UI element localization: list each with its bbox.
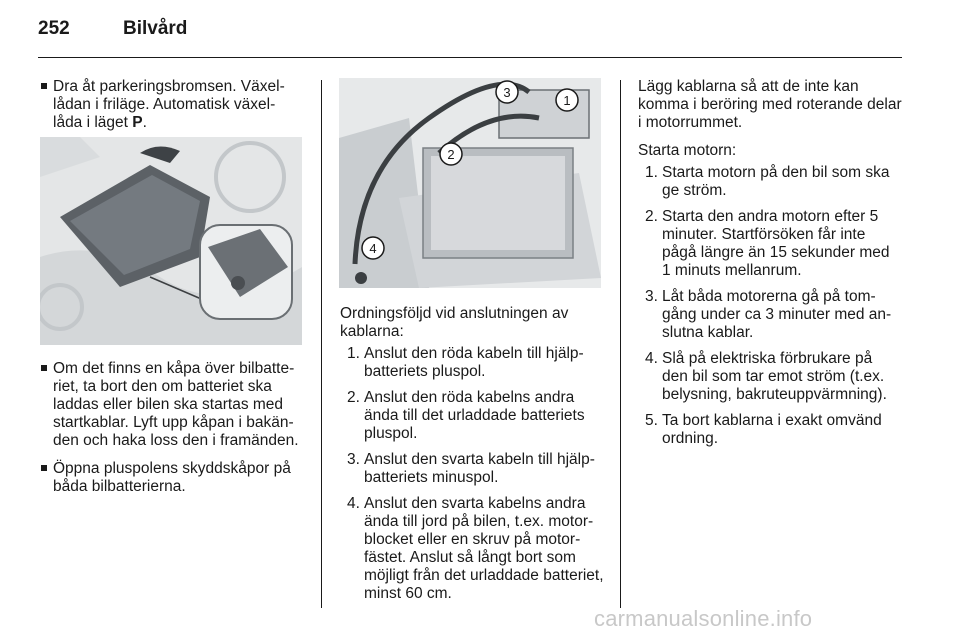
cable-routing-note: Lägg kablarna så att de inte kan komma i beröring med roterande delar i motorrummet. [638,78,902,131]
page-number: 252 [38,18,70,39]
connection-step: 4. Anslut den svarta kabelns andra ända till jord på bilen, t.ex. motor-blocket eller en skruv på motor-fästet. Anslut så långt bort som möjligt från det urladdade batteriet, minst 60 cm. [347,495,604,602]
column-divider-2 [620,80,621,608]
connection-intro: Ordningsföljd vid anslutningen av kablarna: [340,305,569,340]
column-divider-1 [321,80,322,608]
callout-1: 1 [563,93,571,108]
connection-steps [340,345,604,603]
start-engine-heading: Starta motorn: [638,142,737,159]
left-column-lower [40,360,304,506]
callout-4: 4 [369,241,377,256]
header-rule [38,57,902,58]
bullet-open-caps: Öppna pluspolens skyddskåpor på båda bilbatterierna. [40,460,304,496]
battery-cover-illustration [40,137,302,345]
start-steps [638,164,902,448]
right-column [638,78,902,456]
connection-step: 2. Anslut den röda kabelns andra ända till det urladdade batteriets pluspol. [347,389,585,442]
watermark: carmanualsonline.info [594,606,813,631]
gear-position-p: P [132,114,143,131]
bullet-parking-brake: Dra åt parkeringsbromsen. Växel-lådan i friläge. Automatisk växel-låda i läget P. [40,78,304,132]
start-step: 1. Starta motorn på den bil som ska ge ström. [645,164,890,199]
jumper-cable-illustration [339,78,601,288]
start-step: 2. Starta den andra motorn efter 5 minuter. Startförsöken får inte pågå längre än 15 sekunder med 1 minuts mellanrum. [645,208,890,279]
connection-step: 3. Anslut den svarta kabeln till hjälp-batteriets minuspol. [347,451,595,486]
jumper-cable-figure [339,78,601,288]
callout-3: 3 [503,85,511,100]
start-step: 4. Slå på elektriska förbrukare på den bil som tar emot ström (t.ex. belysning, bakruteuppvärmning). [645,350,887,403]
middle-column [340,305,604,611]
start-step: 5. Ta bort kablarna i exakt omvänd ordning. [645,412,882,447]
battery-cover-figure [40,137,302,345]
bullet-remove-cover: Om det finns en kåpa över bilbatte-riet, ta bort den om batteriet ska laddas eller bilen ska startas med startkablar. Lyft upp kåpan i bakän-den och haka loss den i framänden. [40,360,304,450]
connection-step: 1. Anslut den röda kabeln till hjälp-batteriets pluspol. [347,345,584,380]
callout-2: 2 [447,147,455,162]
left-column [40,78,304,142]
page-title: Bilvård [123,18,188,39]
start-step: 3. Låt båda motorerna gå på tom-gång under ca 3 minuter med an-slutna kablar. [645,288,892,341]
